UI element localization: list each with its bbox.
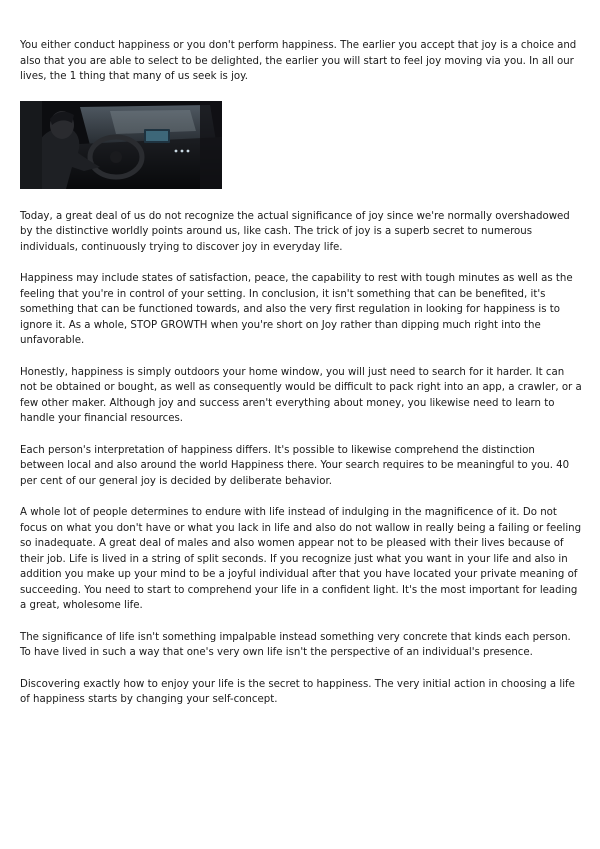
paragraph-significance: Today, a great deal of us do not recognize the actual significance of joy since we're normally overshadowed by the distinctive worldly points around us, like cash. The trick of joy is a superb secret to numerous individuals, continuously trying to discover joy in everyday life. <box>20 210 570 253</box>
paragraph-window: Honestly, happiness is simply outdoors your home window, you will just need to search for it harder. It can not be obtained or bought, as well as consequently would be difficult to pack right into an app, a crawler, or a few other maker. Although joy and success aren't everything about money, you likewise need to learn to handle your financial resources. <box>20 366 582 424</box>
article-body <box>20 38 582 724</box>
paragraph-intro: You either conduct happiness or you don't perform happiness. The earlier you accept that joy is a choice and also that you are able to select to be delighted, the earlier you will start to feel joy moving via you. In all our lives, the 1 thing that many of us seek is joy. <box>20 40 577 82</box>
paragraph-self-concept: Discovering exactly how to enjoy your life is the secret to happiness. The very initial action in choosing a life of happiness starts by changing your self-concept. <box>20 678 575 705</box>
paragraph-endure: A whole lot of people determines to endure with life instead of indulging in the magnificence of it. Do not focus on what you don't have or what you lack in life and also do not wallow in really being a failing or feeling so inadequate. A great deal of males and also women appear not to be pleased with their lives because of their job. Life is lived in a string of split seconds. If you recognize just what you want in your life and also in addition you make up your mind to be a joyful individual after that you have located your private meaning of succeeding. You need to start to comprehend your life in a confident light. It's the most important for leading a great, wholesome life. <box>20 507 582 611</box>
paragraph-interpretation: Each person's interpretation of happiness differs. It's possible to likewise comprehend the distinction between local and also around the world Happiness there. Your search requires to be meaningful to you. 40 per cent of our general joy is decided by deliberate behavior. <box>20 444 570 487</box>
paragraph-concrete: The significance of life isn't something impalpable instead something very concrete that kinds each person. To have lived in such a way that one's very own life isn't the perspective of an individual's presence. <box>20 631 571 658</box>
car-interior-photo <box>20 101 222 189</box>
paragraph-satisfaction: Happiness may include states of satisfaction, peace, the capability to rest with tough minutes as well as the feeling that you're in control of your setting. In conclusion, it isn't something that can be benefited, it's something that can be functioned towards, and also the very first regulation in looking for happiness is to ignore it. As a whole, STOP GROWTH when you're short on Joy rather than dipping much right into the unfavorable. <box>20 273 573 346</box>
